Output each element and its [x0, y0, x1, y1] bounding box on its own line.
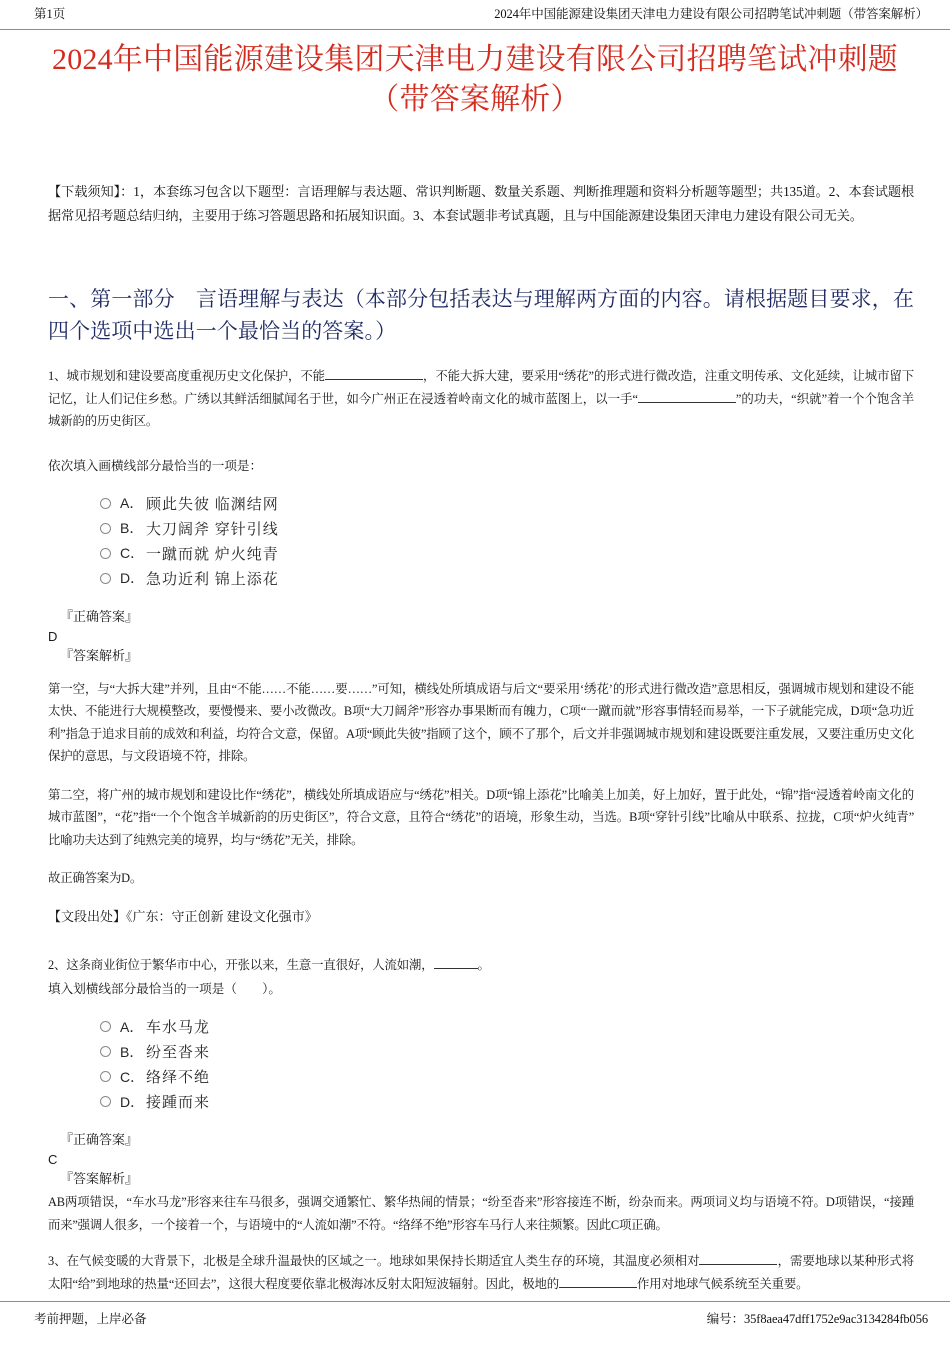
question-2-analysis-label: 『答案解析』	[60, 1171, 139, 1186]
page-title: 2024年中国能源建设集团天津电力建设有限公司招聘笔试冲刺题（带答案解析）	[52, 43, 898, 116]
question-1-option-a[interactable]	[100, 491, 914, 516]
question-1-stem-part3: ”的功夫，“织就”着一个个饱含羊城新韵的历史街区。	[48, 391, 914, 428]
question-3-number: 3、	[48, 1254, 67, 1268]
running-header	[0, 0, 950, 30]
question-1-blank-1	[325, 366, 423, 380]
option-text: 顾此失彼 临渊结网	[146, 496, 279, 513]
option-letter: D．	[120, 570, 145, 586]
question-1-number: 1、	[48, 369, 67, 383]
question-3-stem-part3: 作用对地球气候系统至关重要。	[637, 1276, 809, 1291]
question-2-analysis-paragraph-1: AB两项错误，“车水马龙”形容来往车马很多，强调交通繁忙、繁华热闹的情景；“纷至沓来”形容接连不断，纷杂而来。两项词义均与语境不符。D项错误，“接踵而来”强调人很多，一个接着一个，与语境中的“人流如潮”不符。“络绎不绝”形容车马行人来往频繁。因此C项正确。	[48, 1195, 914, 1232]
footer-serial-label: 编号：	[706, 1312, 744, 1326]
question-2-prompt: 填入划横线部分最恰当的一项是（ ）。	[48, 982, 281, 996]
question-2-answer-block	[48, 1130, 914, 1189]
question-1-stem	[48, 365, 914, 433]
footer-slogan: 考前押题，上岸必备	[34, 1312, 147, 1326]
question-1-answer-label: 『正确答案』	[60, 608, 139, 624]
question-3-blank-1	[699, 1251, 777, 1265]
option-text: 络绎不绝	[146, 1070, 211, 1086]
radio-icon[interactable]	[100, 498, 111, 509]
question-1-options	[100, 491, 914, 591]
question-1-option-d[interactable]	[100, 566, 914, 591]
question-3-blank-2	[559, 1274, 637, 1288]
radio-icon[interactable]	[100, 573, 111, 584]
question-2-option-c[interactable]	[100, 1064, 914, 1089]
question-2-answer-value: C	[48, 1152, 58, 1167]
option-text: 纷至沓来	[146, 1045, 211, 1061]
radio-icon[interactable]	[100, 523, 111, 534]
question-3-stem-part2: ，需要地球以某种形式将太阳“给”到地球的热量“还回去”，这很大程度要依靠北极海冰反射太阳短波辐射。因此，极地的	[48, 1254, 914, 1291]
question-1-answer-block	[48, 607, 914, 666]
option-letter: C．	[120, 545, 145, 561]
question-2-options	[100, 1014, 914, 1114]
document-content	[48, 180, 914, 1295]
option-letter: D．	[120, 1093, 145, 1110]
radio-icon[interactable]	[100, 1046, 111, 1057]
radio-icon[interactable]	[100, 1096, 111, 1107]
question-1-stem-part1: 城市规划和建设要高度重视历史文化保护，不能	[66, 369, 325, 383]
running-footer	[0, 1301, 950, 1345]
question-2-option-b[interactable]	[100, 1039, 914, 1064]
footer-serial-value: 35f8aea47dff1752e9ac3134284fb056	[743, 1312, 928, 1326]
option-letter: A．	[120, 495, 144, 511]
option-letter: C．	[120, 1068, 145, 1085]
question-2-number: 2、	[48, 957, 67, 972]
option-letter: B．	[120, 1043, 144, 1060]
section-heading: 一、第一部分 言语理解与表达（本部分包括表达与理解两方面的内容。请根据题目要求，在四个选项中选出一个最恰当的答案。）	[48, 287, 914, 343]
question-1-analysis-paragraph-2: 第二空，将广州的城市规划和建设比作“绣花”，横线处所填成语应与“绣花”相关。D项“锦上添花”比喻美上加美，好上加好，置于此处，“锦”指“浸透着岭南文化的城市蓝图”，“花”指“一个个饱含羊城新韵的历史街区”，符合文意，且符合“绣花”的语境，形象生动，当选。B项“穿针引线”比喻从中联系、拉拢，C项“炉火纯青”比喻功夫达到了纯熟完美的境界，均与“绣花”无关，排除。	[48, 787, 914, 847]
footer-serial	[707, 1311, 928, 1327]
download-notice: 【下载须知】：1，本套练习包含以下题型：言语理解与表达题、常识判断题、数量关系题、判断推理题和资料分析题等题型；共135道。2、本套试题根据常见招考题总结归纳，主要用于练习答题思路和拓展知识面。3、本套试题非考试真题，且与中国能源建设集团天津电力建设有限公司无关。	[48, 184, 914, 223]
radio-icon[interactable]	[100, 548, 111, 559]
question-1-answer-value: D	[48, 628, 58, 644]
option-letter: A．	[120, 1018, 144, 1035]
question-1-blank-2	[638, 389, 736, 403]
option-text: 一蹴而就 炉火纯青	[146, 546, 279, 563]
question-1-source: 【文段出处】《广东：守正创新 建设文化强市》	[48, 908, 318, 924]
question-1-analysis-label: 『答案解析』	[60, 647, 139, 663]
option-text: 急功近利 锦上添花	[146, 571, 279, 588]
option-text: 大刀阔斧 穿针引线	[146, 521, 279, 538]
question-2-stem-part2: 。	[477, 957, 490, 972]
question-2-answer-label: 『正确答案』	[60, 1132, 139, 1147]
question-1-prompt: 依次填入画横线部分最恰当的一项是：	[48, 458, 263, 473]
question-2-option-a[interactable]	[100, 1014, 914, 1039]
page-number: 第1页	[34, 7, 66, 21]
question-3-stem	[48, 1250, 914, 1295]
question-3-stem-part1: 在气候变暖的大背景下，北极是全球升温最快的区域之一。地球如果保持长期适宜人类生存的环境，其温度必须相对	[66, 1254, 700, 1268]
question-2-stem	[48, 954, 914, 977]
question-2-blank-1	[434, 955, 478, 969]
question-2-stem-part1: 这条商业街位于繁华市中心，开张以来，生意一直很好，人流如潮，	[66, 957, 434, 972]
question-1-option-c[interactable]	[100, 541, 914, 566]
radio-icon[interactable]	[100, 1071, 111, 1082]
header-document-name: 2024年中国能源建设集团天津电力建设有限公司招聘笔试冲刺题（带答案解析）	[494, 7, 928, 21]
question-1-analysis-paragraph-1: 第一空，与“大拆大建”并列，且由“不能……不能……要……”可知，横线处所填成语与后文“要采用‘绣花’的形式进行微改造”意思相反，强调城市规划和建设不能太快、不能进行大规模整改，要慢慢来、要小改微改。B项“大刀阔斧”形容办事果断而有魄力，C项“一蹴而就”形容事情轻而易举，一下子就能完成，D项“急功近利”指急于追求目前的成效和利益，均符合文意，保留。A项“顾此失彼”指顾了这个，顾不了那个，后文并非强调城市规划和建设既要注重发展，又要注重历史文化保护的意思，与文段语境不符，排除。	[48, 681, 914, 763]
option-letter: B．	[120, 520, 144, 536]
question-1-analysis-conclusion: 故正确答案为D。	[48, 871, 143, 885]
option-text: 接踵而来	[146, 1095, 211, 1111]
question-2-option-d[interactable]	[100, 1089, 914, 1114]
question-1-option-b[interactable]	[100, 516, 914, 541]
radio-icon[interactable]	[100, 1021, 111, 1032]
option-text: 车水马龙	[146, 1020, 211, 1036]
question-1-stem-part2: ，不能大拆大建，要采用“绣花”的形式进行微改造，注重文明传承、文化延续，让城市留下记忆，让人们记住乡愁。广绣以其鲜活细腻闻名于世，如今广州正在浸透着岭南文化的城市蓝图上，以一手“	[48, 369, 914, 406]
